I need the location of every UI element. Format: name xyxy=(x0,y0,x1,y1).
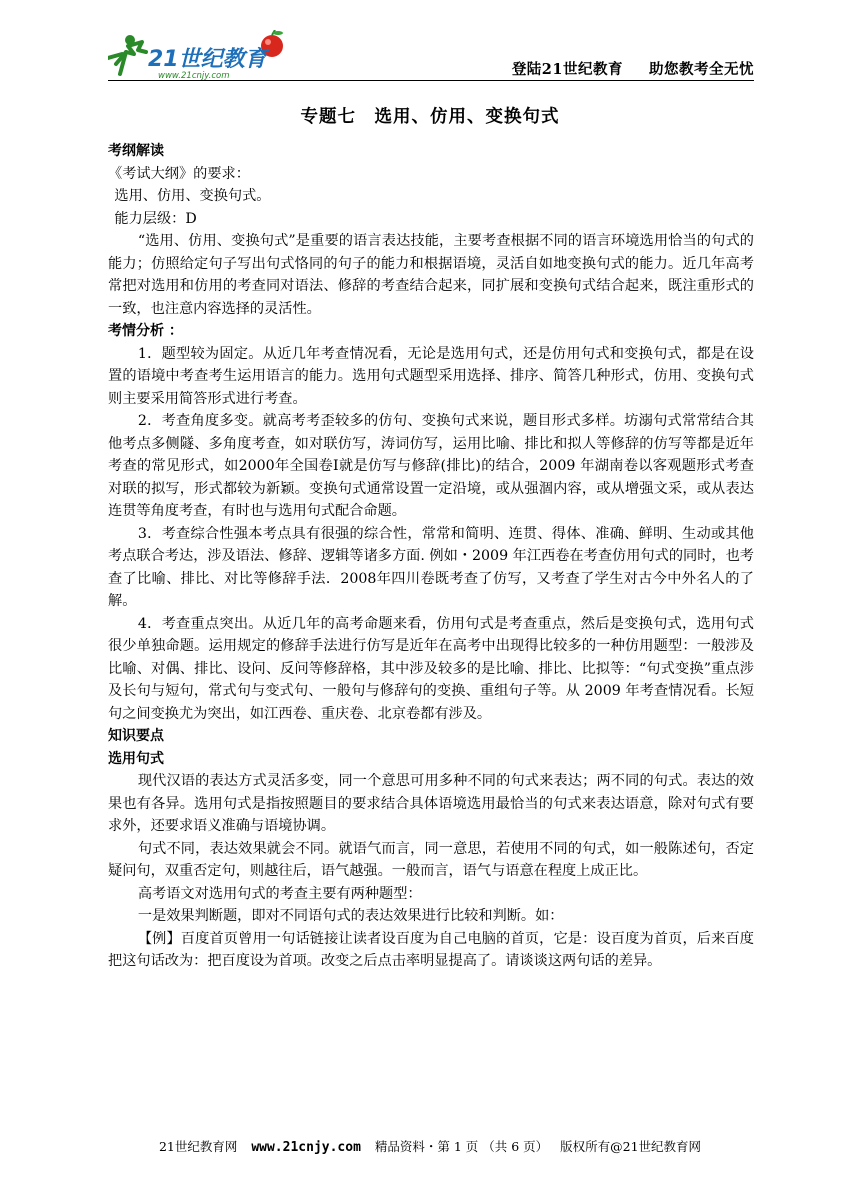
page-header xyxy=(108,28,754,80)
paragraph: 能力层级：D xyxy=(114,210,197,227)
section-heading: 知识要点 xyxy=(108,728,164,744)
section-heading: 考情分析 ： xyxy=(108,323,183,339)
slogan-left: 登陆21世纪教育 xyxy=(511,61,623,78)
svg-text:www.21cnjy.com: www.21cnjy.com xyxy=(158,71,230,80)
footer-url[interactable]: www.21cnjy.com xyxy=(251,1140,361,1155)
paragraph: 句式不同，表达效果就会不同。就语气而言，同一意思，若使用不同的句式，如一般陈述句，否定疑问句，双重否定句，则越往后，语气越强。一般而言，语气与语意在程度上成正比。 xyxy=(108,840,754,879)
slogan-right: 助您教考全无忧 xyxy=(649,61,754,78)
footer-page-info: 精品资料・第 1 页 （共 6 页） xyxy=(374,1139,549,1154)
section-heading: 选用句式 xyxy=(108,750,164,767)
paragraph: 4．考查重点突出。从近几年的高考命题来看，仿用句式是考查重点，然后是变换句式，选用句式很少单独命题。运用规定的修辞手法进行仿写是近年在高考中出现得比较多的一种仿用题型：一般涉及比喻、对偶、排比、设问、反问等修辞格，其中涉及较多的是比喻、排比、比拟等：“句式变换”重点涉及长句与短句，常式句与变式句、一般句与修辞句的变换、重组句子等。从 2009 年考查情况看。长短句之间变换尤为突出，如江西卷、重庆卷、北京卷都有涉及。 xyxy=(108,615,754,722)
footer-copyright: 版权所有@21世纪教育网 xyxy=(560,1139,702,1154)
svg-text:21世纪教育: 21世纪教育 xyxy=(148,47,267,72)
footer-site: 21世纪教育网 xyxy=(158,1139,238,1154)
document-body xyxy=(108,140,754,973)
paragraph: 【例】百度首页曾用一句话链接让读者设百度为自己电脑的首页，它是：设百度为首页，后来百度把这句话改为：把百度设为首项。改变之后点击率明显提高了。请谈谈这两句话的差异。 xyxy=(108,930,754,969)
paragraph: 现代汉语的表达方式灵活多变，同一个意思可用多种不同的句式来表达；两不同的句式。表达的效果也有各异。选用句式是指按照题目的要求结合具体语境选用最恰当的句式来表达语意，除对句式有要求外，还要求语义准确与语境协调。 xyxy=(108,773,754,834)
paragraph: 一是效果判断题，即对不同语句式的表达效果进行比较和判断。如： xyxy=(137,908,564,924)
paragraph: 3．考查综合性强本考点具有很强的综合性，常常和简明、连贯、得体、准确、鲜明、生动或其他考点联合考达，涉及语法、修辞、逻辑等诸多方面. 例如・2009 年江西卷在考查仿用句式的同时，也考查了比喻、排比、对比等修辞手法．2008年四川卷既考查了仿写，又考查了学生对古今中外名人的了解。 xyxy=(108,525,754,609)
paragraph: “选用、仿用、变换句式”是重要的语言表达技能，主要考查根据不同的语言环境选用恰当的句式的能力；仿照给定句子写出句式恪同的句子的能力和根据语境，灵活自如地变换句式的能力。近几年高考常把对选用和仿用的考查同对语法、修辞的考查结合起来，同扩展和变换句式结合起来，既注重形式的一致，也注意内容选择的灵活性。 xyxy=(108,233,754,317)
header-divider xyxy=(108,80,754,81)
paragraph: 高考语文对选用句式的考查主要有两种题型： xyxy=(137,885,422,902)
page-footer xyxy=(0,1137,860,1155)
section-heading: 考纲解读 xyxy=(108,143,164,159)
paragraph: 《考试大纲》的要求： xyxy=(108,165,250,182)
logo-21cnjy xyxy=(108,30,308,80)
paragraph: 选用、仿用、变换句式。 xyxy=(114,188,271,204)
header-slogan xyxy=(512,58,754,79)
paragraph: 1．题型较为固定。从近几年考查情况看，无论是选用句式，还是仿用句式和变换句式，都是在设置的语境中考查考生运用语言的能力。选用句式题型采用选择、排序、简答几种形式，仿用、变换句式则主要采用简答形式进行考查。 xyxy=(108,345,754,407)
runner-icon xyxy=(108,35,146,74)
paragraph: 2．考查角度多变。就高考考歪较多的仿句、变换句式来说，题目形式多样。坊溺句式常常结合其他考点多侧隧、多角度考查，如对联仿写，涛词仿写，运用比喻、排比和拟人等修辞的仿写等都是近年考查的常见形式，如2000年全国卷Ⅰ就是仿写与修辞(排比)的结合，2009 年湖南卷以客观题形式考查对联的拟写，形式都较为新颖。变换句式通常设置一定沿境，或从强涸内容，或从增强文采，或从表达连贯等角度考查，有时也与选用句式配合命题。 xyxy=(108,413,754,519)
document-title: 专题七 选用、仿用、变换句式 xyxy=(300,107,560,127)
